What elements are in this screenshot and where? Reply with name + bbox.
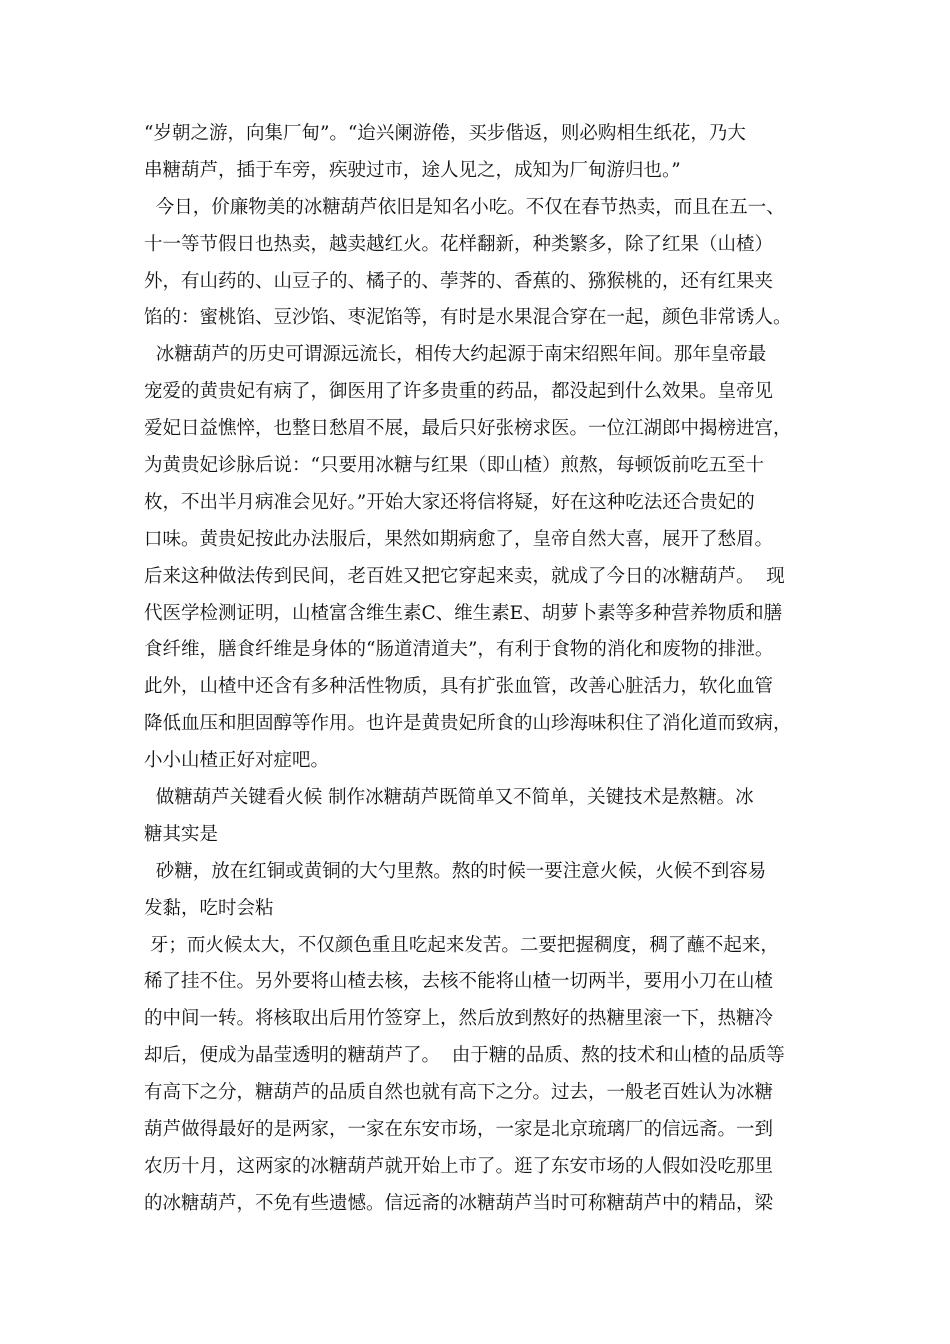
- text-line: 有高下之分，糖葫芦的品质自然也就有高下之分。过去，一般老百姓认为冰糖: [144, 1082, 774, 1104]
- text-line: 此外，山楂中还含有多种活性物质，具有扩张血管，改善心脏活力，软化血管: [144, 676, 774, 698]
- text-line: 做糖葫芦关键看火候 制作冰糖葫芦既简单又不简单，关键技术是熬糖。冰: [144, 787, 754, 809]
- text-line: 外，有山药的、山豆子的、橘子的、荸荠的、香蕉的、猕猴桃的，还有红果夹: [144, 270, 774, 292]
- text-line: 却后，便成为晶莹透明的糖葫芦了。 由于糖的品质、熬的技术和山楂的品质等: [144, 1045, 785, 1067]
- text-line: 串糖葫芦，插于车旁，疾驶过市，途人见之，成知为厂甸游归也。”: [144, 159, 681, 181]
- text-line: 后来这种做法传到民间，老百姓又把它穿起来卖，就成了今日的冰糖葫芦。 现: [144, 565, 785, 587]
- text-line: 的冰糖葫芦，不免有些遗憾。信远斋的冰糖葫芦当时可称糖葫芦中的精品，梁: [144, 1192, 774, 1214]
- text-line: 的中间一转。将核取出后用竹签穿上，然后放到熬好的热糖里滚一下，热糖冷: [144, 1008, 774, 1030]
- text-line: “岁朝之游，向集厂甸”。“迨兴阑游倦，买步偕返，则必购相生纸花，乃大: [144, 123, 746, 144]
- text-line: 爱妃日益憔悴，也整日愁眉不展，最后只好张榜求医。一位江湖郎中揭榜进宫，: [144, 418, 792, 440]
- text-line: 冰糖葫芦的历史可谓源远流长，相传大约起源于南宋绍熙年间。那年皇帝最: [144, 344, 767, 366]
- text-line: 代医学检测证明，山楂富含维生素C、维生素E、胡萝卜素等多种营养物质和膳: [144, 602, 783, 624]
- text-line: 枚，不出半月病准会见好。”开始大家还将信将疑，好在这种吃法还合贵妃的: [144, 491, 755, 513]
- text-line: 牙；而火候太大，不仅颜色重且吃起来发苦。二要把握稠度，稠了蘸不起来，: [144, 934, 779, 956]
- text-line: 今日，价廉物美的冰糖葫芦依旧是知名小吃。不仅在春节热卖，而且在五一、: [144, 196, 785, 218]
- text-line: 十一等节假日也热卖，越卖越红火。花样翻新，种类繁多，除了红果（山楂）: [144, 233, 774, 255]
- text-line: 农历十月，这两家的冰糖葫芦就开始上市了。逛了东安市场的人假如没吃那里: [144, 1155, 774, 1177]
- text-line: 稀了挂不住。另外要将山楂去核，去核不能将山楂一切两半，要用小刀在山楂: [144, 971, 774, 993]
- article-body: [144, 116, 814, 1223]
- text-line: 降低血压和胆固醇等作用。也许是黄贵妃所食的山珍海味积住了消化道而致病，: [144, 713, 792, 735]
- text-line: 口味。黄贵妃按此办法服后，果然如期病愈了，皇帝自然大喜，展开了愁眉。: [144, 528, 774, 550]
- text-line: 食纤维，膳食纤维是身体的“肠道清道夫”，有利于食物的消化和废物的排泄。: [144, 639, 774, 661]
- text-line: 宠爱的黄贵妃有病了，御医用了许多贵重的药品，都没起到什么效果。皇帝见: [144, 381, 774, 403]
- text-line: 馅的：蜜桃馅、豆沙馅、枣泥馅等，有时是水果混合穿在一起，颜色非常诱人。: [144, 307, 792, 329]
- text-line: 为黄贵妃诊脉后说：“只要用冰糖与红果（即山楂）煎熬，每顿饭前吃五至十: [144, 455, 764, 477]
- text-line: 小小山楂正好对症吧。: [144, 750, 330, 772]
- text-line: 砂糖，放在红铜或黄铜的大勺里熬。熬的时候一要注意火候，火候不到容易: [144, 860, 767, 882]
- text-line: 糖其实是: [144, 823, 219, 845]
- text-line: 发黏，吃时会粘: [144, 897, 274, 919]
- text-line: 葫芦做得最好的是两家，一家在东安市场，一家是北京琉璃厂的信远斋。一到: [144, 1119, 774, 1141]
